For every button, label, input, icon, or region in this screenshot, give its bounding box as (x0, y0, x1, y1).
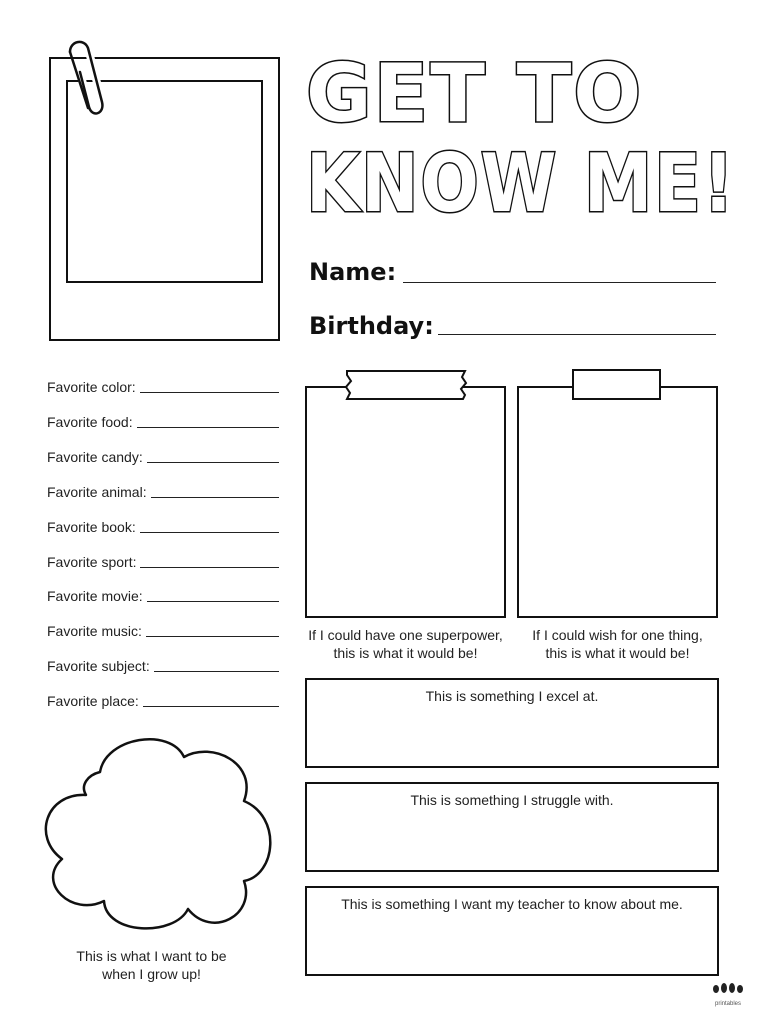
superpower-caption (298, 626, 513, 662)
favorite-sport-row (47, 549, 279, 571)
grow-up-caption-line-1: This is what I want to be (76, 948, 227, 964)
favorite-music-label: Favorite music: (47, 623, 142, 639)
grow-up-caption-line-2: when I grow up! (102, 966, 201, 982)
torn-tape-icon (343, 368, 469, 402)
birthday-line[interactable] (438, 334, 716, 335)
wish-caption (510, 626, 725, 662)
struggle-box[interactable] (305, 782, 719, 872)
wish-box[interactable] (517, 386, 718, 618)
favorite-movie-line[interactable] (147, 601, 279, 602)
favorite-animal-line[interactable] (151, 497, 279, 498)
superpower-caption-line-2: this is what it would be! (333, 645, 478, 661)
favorite-movie-row (47, 583, 279, 605)
favorite-candy-row (47, 444, 279, 466)
favorite-candy-line[interactable] (147, 462, 279, 463)
favorite-subject-line[interactable] (154, 671, 279, 672)
logo-text: printables (714, 1001, 741, 1007)
favorite-color-line[interactable] (140, 392, 279, 393)
tape-strip (572, 369, 661, 400)
wish-caption-line-1: If I could wish for one thing, (532, 627, 703, 643)
page-title-line-1: GET TO (306, 47, 644, 140)
favorite-subject-label: Favorite subject: (47, 658, 150, 674)
teacher-box[interactable] (305, 886, 719, 976)
favorite-movie-label: Favorite movie: (47, 588, 143, 604)
favorite-place-row (47, 688, 279, 710)
paw-logo-icon (711, 982, 745, 995)
favorite-candy-label: Favorite candy: (47, 449, 143, 465)
favorite-place-label: Favorite place: (47, 693, 139, 709)
favorite-food-label: Favorite food: (47, 414, 133, 430)
struggle-box-label: This is something I struggle with. (410, 792, 614, 808)
name-label: Name: (309, 258, 397, 286)
paper-clip-icon (58, 36, 108, 120)
grow-up-caption (44, 947, 259, 983)
favorite-book-row (47, 514, 279, 536)
favorite-book-line[interactable] (140, 532, 279, 533)
favorite-animal-row (47, 479, 279, 501)
favorite-place-line[interactable] (143, 706, 279, 707)
birthday-label: Birthday: (309, 312, 434, 340)
teacher-box-label: This is something I want my teacher to know about me. (341, 896, 683, 912)
favorite-music-line[interactable] (146, 636, 279, 637)
favorite-food-line[interactable] (137, 427, 279, 428)
name-line[interactable] (403, 282, 716, 283)
brand-logo (708, 982, 748, 1006)
favorite-book-label: Favorite book: (47, 519, 136, 535)
favorite-sport-label: Favorite sport: (47, 554, 137, 570)
superpower-box[interactable] (305, 386, 506, 618)
wish-caption-line-2: this is what it would be! (545, 645, 690, 661)
excel-box[interactable] (305, 678, 719, 768)
favorite-color-label: Favorite color: (47, 379, 136, 395)
favorite-animal-label: Favorite animal: (47, 484, 147, 500)
favorite-music-row (47, 618, 279, 640)
favorite-sport-line[interactable] (140, 567, 279, 568)
cloud-shape[interactable] (44, 733, 276, 933)
excel-box-label: This is something I excel at. (425, 688, 599, 704)
page-title-line-2: KNOW ME! (306, 137, 736, 230)
favorite-subject-row (47, 653, 279, 675)
favorite-food-row (47, 409, 279, 431)
favorite-color-row (47, 374, 279, 396)
superpower-caption-line-1: If I could have one superpower, (308, 627, 503, 643)
